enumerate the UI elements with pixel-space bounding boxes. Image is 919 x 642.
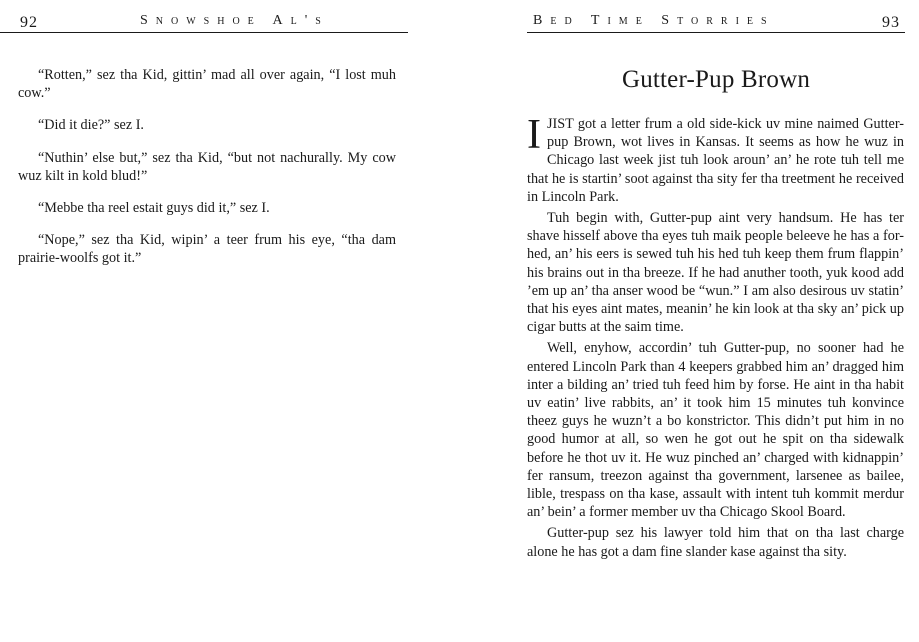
right-body-text: [527, 112, 904, 564]
opening-paragraph: [527, 112, 904, 206]
left-body-text: [18, 66, 396, 282]
right-running-head: [527, 8, 905, 33]
opening-paragraph-text: JIST got a letter frum a old side-kick uv mine naimed Gutter-pup Brown, wot lives in Kansas. It seems as how he wuz in Chicago last week jist tuh look aroun’ an’ he rote tuh tell me that he is startin’ soot against tha sity fer tha treetment he received in Lincoln Park.: [527, 116, 904, 205]
page-gutter: [408, 0, 527, 642]
paragraph: “Mebbe tha reel estait guys did it,” sez I.: [38, 200, 270, 217]
right-running-title: Bed Time Storries: [533, 13, 775, 28]
story-title: Gutter-Pup Brown: [621, 66, 811, 93]
left-page-number: 92: [20, 14, 38, 31]
paragraph: “Did it die?” sez I.: [38, 117, 144, 134]
left-running-title: Snowshoe Al's: [140, 13, 329, 28]
left-page: [0, 0, 408, 642]
paragraph: Gutter-pup sez his lawyer told him that on tha last charge alone he has got a dam fine slander kase against tha sity.: [527, 525, 904, 560]
paragraph: “Rotten,” sez tha Kid, gittin’ mad all over again, “I lost muh cow.”: [18, 67, 396, 102]
paragraph: Well, enyhow, accordin’ tuh Gutter-pup, no sooner had he entered Lincoln Park than 4 keepers grabbed him an’ dragged him inter a bilding an’ tried tuh feed him by forse. He aint in tha habit uv eatin’ live rabbits, an’ it took him 15 minutes tuh konvince theez guys he wuzn’t a bo konstrictor. This didn’t put him in no good humor at all, so wen he got out he spit on tha sidewalk before he thot uv it. He wuz pinched an’ charged with kidnappin’ fer ransum, treezon against tha government, larsenee as bailee, lible, trespass on tha kase, assault with intent tuh kommit merdur an’ bein’ a former member uv tha Chicago Skool Board.: [527, 340, 904, 521]
right-page: [527, 0, 905, 642]
drop-cap: I: [527, 112, 541, 158]
paragraph: “Nope,” sez tha Kid, wipin’ a teer frum his eye, “tha dam prairie-woolfs got it.”: [18, 232, 396, 267]
paragraph: Tuh begin with, Gutter-pup aint very handsum. He has ter shave hisself above tha eyes tuh maik people beleeve he has a for-hed, an’ his eers is sewed tuh his hed tuh keep them frum flappin’ his brains out in tha breeze. If he had anuther tooth, yuk kood add ’em up an’ tha anser wood be “wun.” I am also desirous uv statin’ that his eyes aint mates, meanin’ he kin look at tha sky an’ pick up cigar butts at the saim time.: [527, 210, 904, 336]
left-running-head: [0, 8, 408, 33]
paragraph: “Nuthin’ else but,” sez tha Kid, “but not nachurally. My cow wuz kilt in kold blud!”: [18, 149, 396, 184]
right-page-number: 93: [882, 14, 900, 31]
